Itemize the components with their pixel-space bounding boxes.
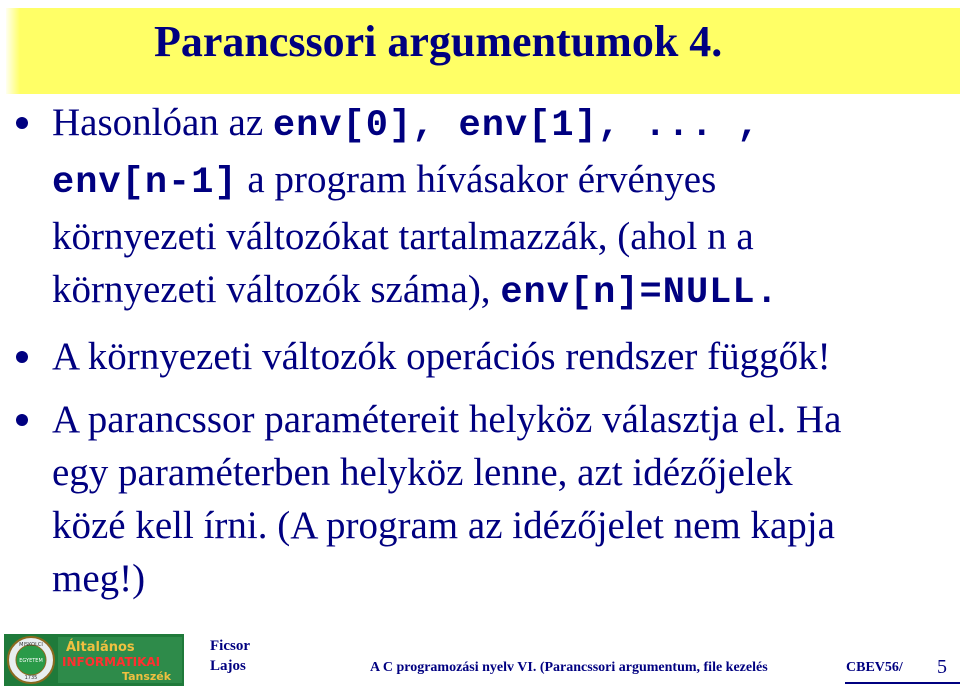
slide-code: CBEV56/ — [846, 660, 903, 675]
logo-line2: INFORMATIKAI — [62, 655, 161, 669]
bullet-line: meg!) — [52, 557, 146, 600]
slide-footer — [0, 630, 960, 687]
bullet-os-dependency — [0, 330, 960, 383]
logo-line3: Tanszék — [122, 670, 172, 683]
bullet-line: A parancssor paramétereit helyköz választja el. Ha — [52, 398, 842, 441]
bullet-parameter-separation — [0, 393, 960, 605]
bullet-env-list — [0, 96, 960, 320]
bullet-dot-icon — [16, 117, 28, 129]
bullet-line: környezeti változókat tartalmazzák, (ahol n a — [52, 215, 754, 258]
bullet-list — [0, 96, 960, 605]
bullet-line: A környezeti változók operációs rendszer függők! — [52, 335, 831, 378]
code-snippet: env[n-1] — [52, 162, 238, 204]
bullet-dot-icon — [16, 414, 28, 426]
author-last-name: Lajos — [210, 658, 246, 674]
seal-text-top: MISKOLCI — [19, 642, 43, 648]
bullet-line: egy paraméterben helyköz lenne, azt idézőjelek — [52, 451, 793, 494]
seal-text-mid: EGYETEM — [19, 658, 43, 664]
footer-divider — [845, 682, 960, 684]
department-logo — [4, 634, 184, 686]
seal-text-year: 1735 — [24, 675, 38, 681]
course-title: A C programozási nyelv VI. (Parancssori argumentum, file kezelés — [370, 660, 768, 675]
code-snippet: env[0], env[1], ... , — [272, 105, 761, 147]
bullet-text: a program hívásakor érvényes — [237, 158, 717, 201]
bullet-line — [52, 96, 960, 153]
bullet-text: környezeti változók száma), — [52, 268, 501, 311]
author-first-name: Ficsor — [210, 638, 250, 654]
bullet-line — [52, 153, 960, 210]
bullet-text: Hasonlóan az — [52, 101, 273, 144]
bullet-line: közé kell írni. (A program az idézőjelet nem kapja — [52, 504, 835, 547]
logo-line1: Általános — [66, 640, 135, 655]
bullet-line — [52, 263, 960, 320]
slide-title: Parancssori argumentumok 4. — [154, 17, 723, 66]
author — [210, 636, 250, 676]
code-snippet: env[n]=NULL — [500, 272, 756, 314]
page-number: 5 — [937, 656, 947, 678]
bullet-dot-icon — [16, 351, 28, 363]
bullet-text: . — [755, 272, 779, 314]
